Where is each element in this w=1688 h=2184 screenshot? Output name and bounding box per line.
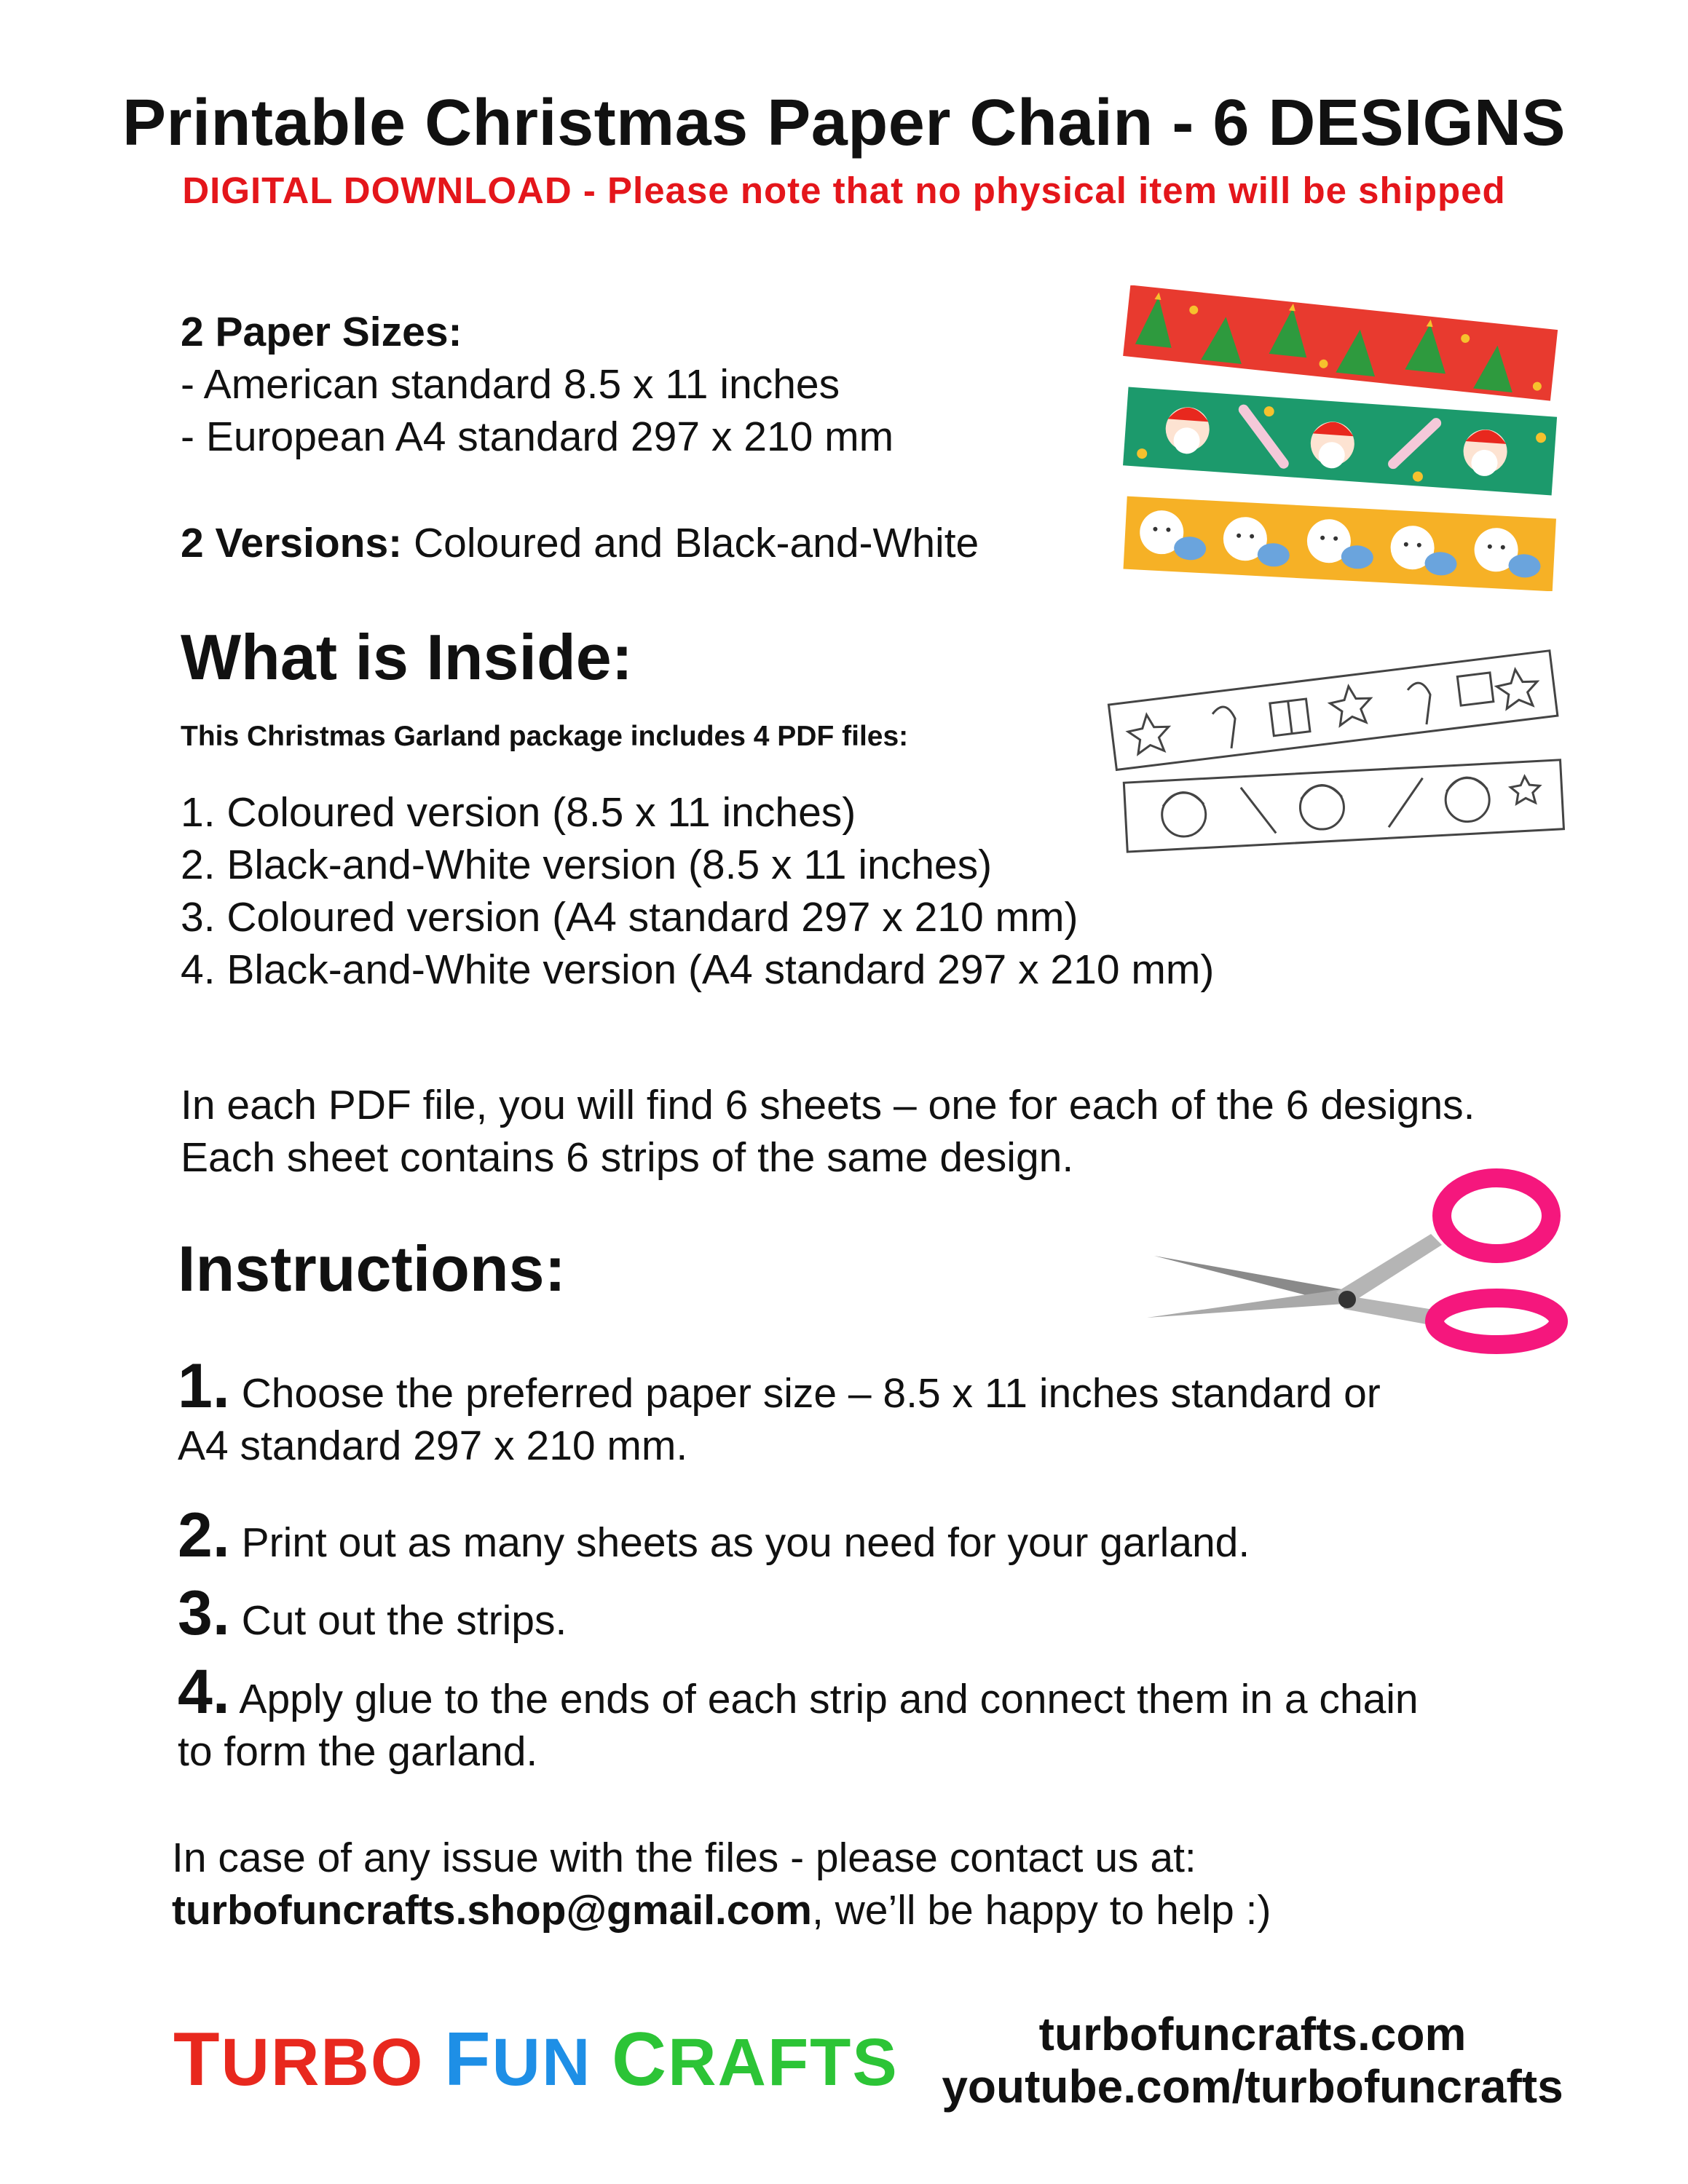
footer-links <box>918 2008 1588 2113</box>
step-text: to form the garland. <box>178 1728 538 1775</box>
instructions-heading: Instructions: <box>178 1233 566 1305</box>
versions-line <box>181 517 979 569</box>
pdf-file-item: 4. Black-and-White version (A4 standard 297 x 210 mm) <box>181 946 1215 993</box>
instruction-step-4 <box>178 1657 1419 1778</box>
paper-sizes-heading: 2 Paper Sizes: <box>181 309 462 355</box>
website-link[interactable]: turbofuncrafts.com <box>1038 2008 1467 2060</box>
pdf-file-item: 1. Coloured version (8.5 x 11 inches) <box>181 789 856 836</box>
pdf-file-list <box>181 786 1214 996</box>
instruction-step-2 <box>178 1500 1250 1570</box>
logo-word-crafts: CRAFTS <box>611 2017 899 2102</box>
paper-size-item: - European A4 standard 297 x 210 mm <box>181 414 894 460</box>
pdf-file-item: 2. Black-and-White version (8.5 x 11 inches) <box>181 842 993 888</box>
youtube-link[interactable]: youtube.com/turbofuncrafts <box>942 2060 1563 2113</box>
red-tree-strip <box>1123 285 1558 401</box>
colored-strips-illustration <box>1121 285 1566 591</box>
paper-sizes-section <box>181 306 894 463</box>
instruction-step-3 <box>178 1578 567 1648</box>
bw-strips-illustration <box>1103 641 1569 859</box>
pdf-file-item: 3. Coloured version (A4 standard 297 x 210 mm) <box>181 894 1078 941</box>
note-line: In each PDF file, you will find 6 sheets – one for each of the 6 designs. <box>181 1082 1475 1128</box>
step-number: 2. <box>178 1500 230 1570</box>
step-number: 4. <box>178 1657 230 1727</box>
contact-line: In case of any issue with the files - please contact us at: <box>172 1835 1196 1881</box>
green-santa-strip <box>1123 387 1557 496</box>
bw-strip-top <box>1108 651 1557 770</box>
what-is-inside-heading: What is Inside: <box>181 621 633 693</box>
contact-section <box>172 1832 1271 1936</box>
step-number: 1. <box>178 1351 230 1421</box>
step-text: Apply glue to the ends of each strip and connect them in a chain <box>229 1676 1419 1722</box>
yellow-bear-strip <box>1124 496 1556 591</box>
versions-text: Coloured and Black-and-White <box>402 520 979 566</box>
contact-email-link[interactable]: turbofuncrafts.shop@gmail.com <box>172 1887 812 1934</box>
bw-strip-bottom <box>1124 760 1563 852</box>
logo-word-fun: FUN <box>443 2017 592 2102</box>
contact-help-text: , we’ll be happy to help :) <box>811 1887 1271 1934</box>
logo-word-turbo: TURBO <box>173 2017 425 2102</box>
note-line: Each sheet contains 6 strips of the same design. <box>181 1134 1074 1181</box>
package-intro: This Christmas Garland package includes 4 PDF files: <box>181 721 909 752</box>
scissors-icon <box>1132 1165 1569 1354</box>
step-text: Cut out the strips. <box>229 1597 567 1644</box>
instruction-step-1 <box>178 1351 1381 1472</box>
step-text: Print out as many sheets as you need for your garland. <box>229 1519 1250 1566</box>
page-title: Printable Christmas Paper Chain - 6 DESIGNS <box>122 87 1566 159</box>
step-text: Choose the preferred paper size – 8.5 x 11 inches standard or <box>229 1370 1381 1417</box>
step-text: A4 standard 297 x 210 mm. <box>178 1423 688 1469</box>
digital-download-notice: DIGITAL DOWNLOAD - Please note that no physical item will be shipped <box>182 170 1506 211</box>
paper-size-item: - American standard 8.5 x 11 inches <box>181 361 840 408</box>
step-number: 3. <box>178 1578 230 1648</box>
versions-label: 2 Versions: <box>181 520 403 566</box>
turbo-fun-crafts-logo <box>173 2017 899 2103</box>
